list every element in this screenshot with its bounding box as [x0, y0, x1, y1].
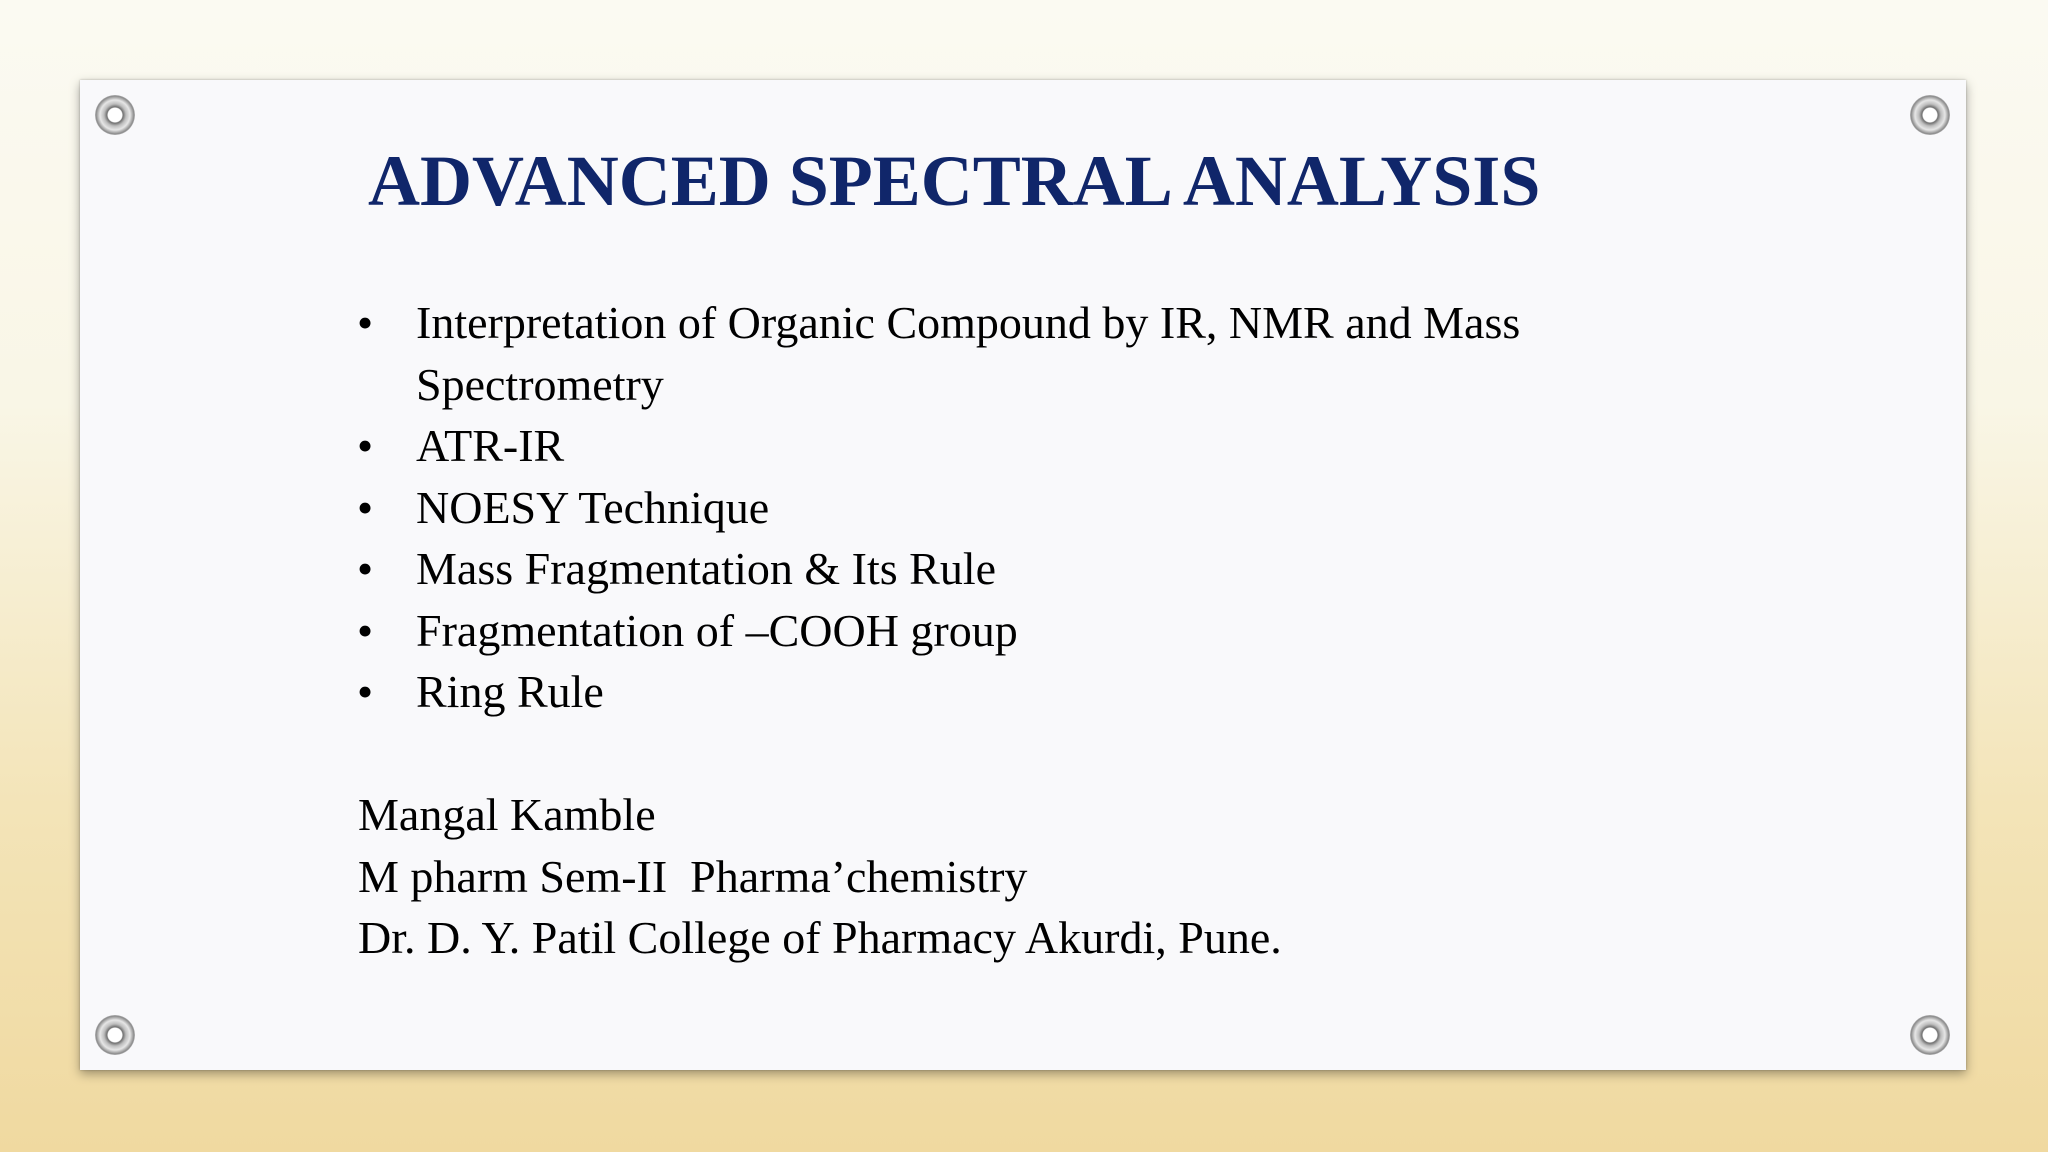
- topic-text: Mass Fragmentation & Its Rule: [416, 543, 997, 594]
- bullet-icon: •: [357, 420, 374, 471]
- topic-text: Ring Rule: [416, 666, 604, 717]
- list-item: [355, 661, 1755, 723]
- grommet-top-right-icon: [1910, 95, 1950, 135]
- bullet-icon: •: [357, 481, 374, 533]
- topic-text: NOESY Technique: [416, 481, 770, 533]
- bullet-icon: •: [357, 297, 374, 348]
- list-item: [355, 477, 1755, 539]
- topic-text: Fragmentation of –COOH group: [416, 604, 1018, 656]
- slide-title: ADVANCED SPECTRAL ANALYSIS: [368, 141, 1541, 221]
- list-item: [355, 538, 1755, 600]
- bullet-icon: •: [357, 604, 374, 656]
- bullet-icon: •: [357, 666, 374, 717]
- grommet-bottom-left-icon: [95, 1015, 135, 1055]
- topic-text: ATR-IR: [416, 420, 565, 471]
- author-name: Mangal Kamble: [358, 789, 656, 840]
- list-item: [355, 292, 1755, 415]
- list-item: [355, 600, 1755, 662]
- topic-list: [355, 292, 1755, 723]
- author-course: M pharm Sem-II Pharma’chemistry: [358, 850, 1028, 902]
- grommet-top-left-icon: [95, 95, 135, 135]
- list-item: [355, 415, 1755, 477]
- author-block: [358, 784, 1758, 969]
- author-institution: Dr. D. Y. Patil College of Pharmacy Akurdi, Pune.: [358, 912, 1282, 963]
- bullet-icon: •: [357, 543, 374, 594]
- topic-text: Interpretation of Organic Compound by IR, NMR and Mass Spectrometry: [416, 297, 1521, 410]
- grommet-bottom-right-icon: [1910, 1015, 1950, 1055]
